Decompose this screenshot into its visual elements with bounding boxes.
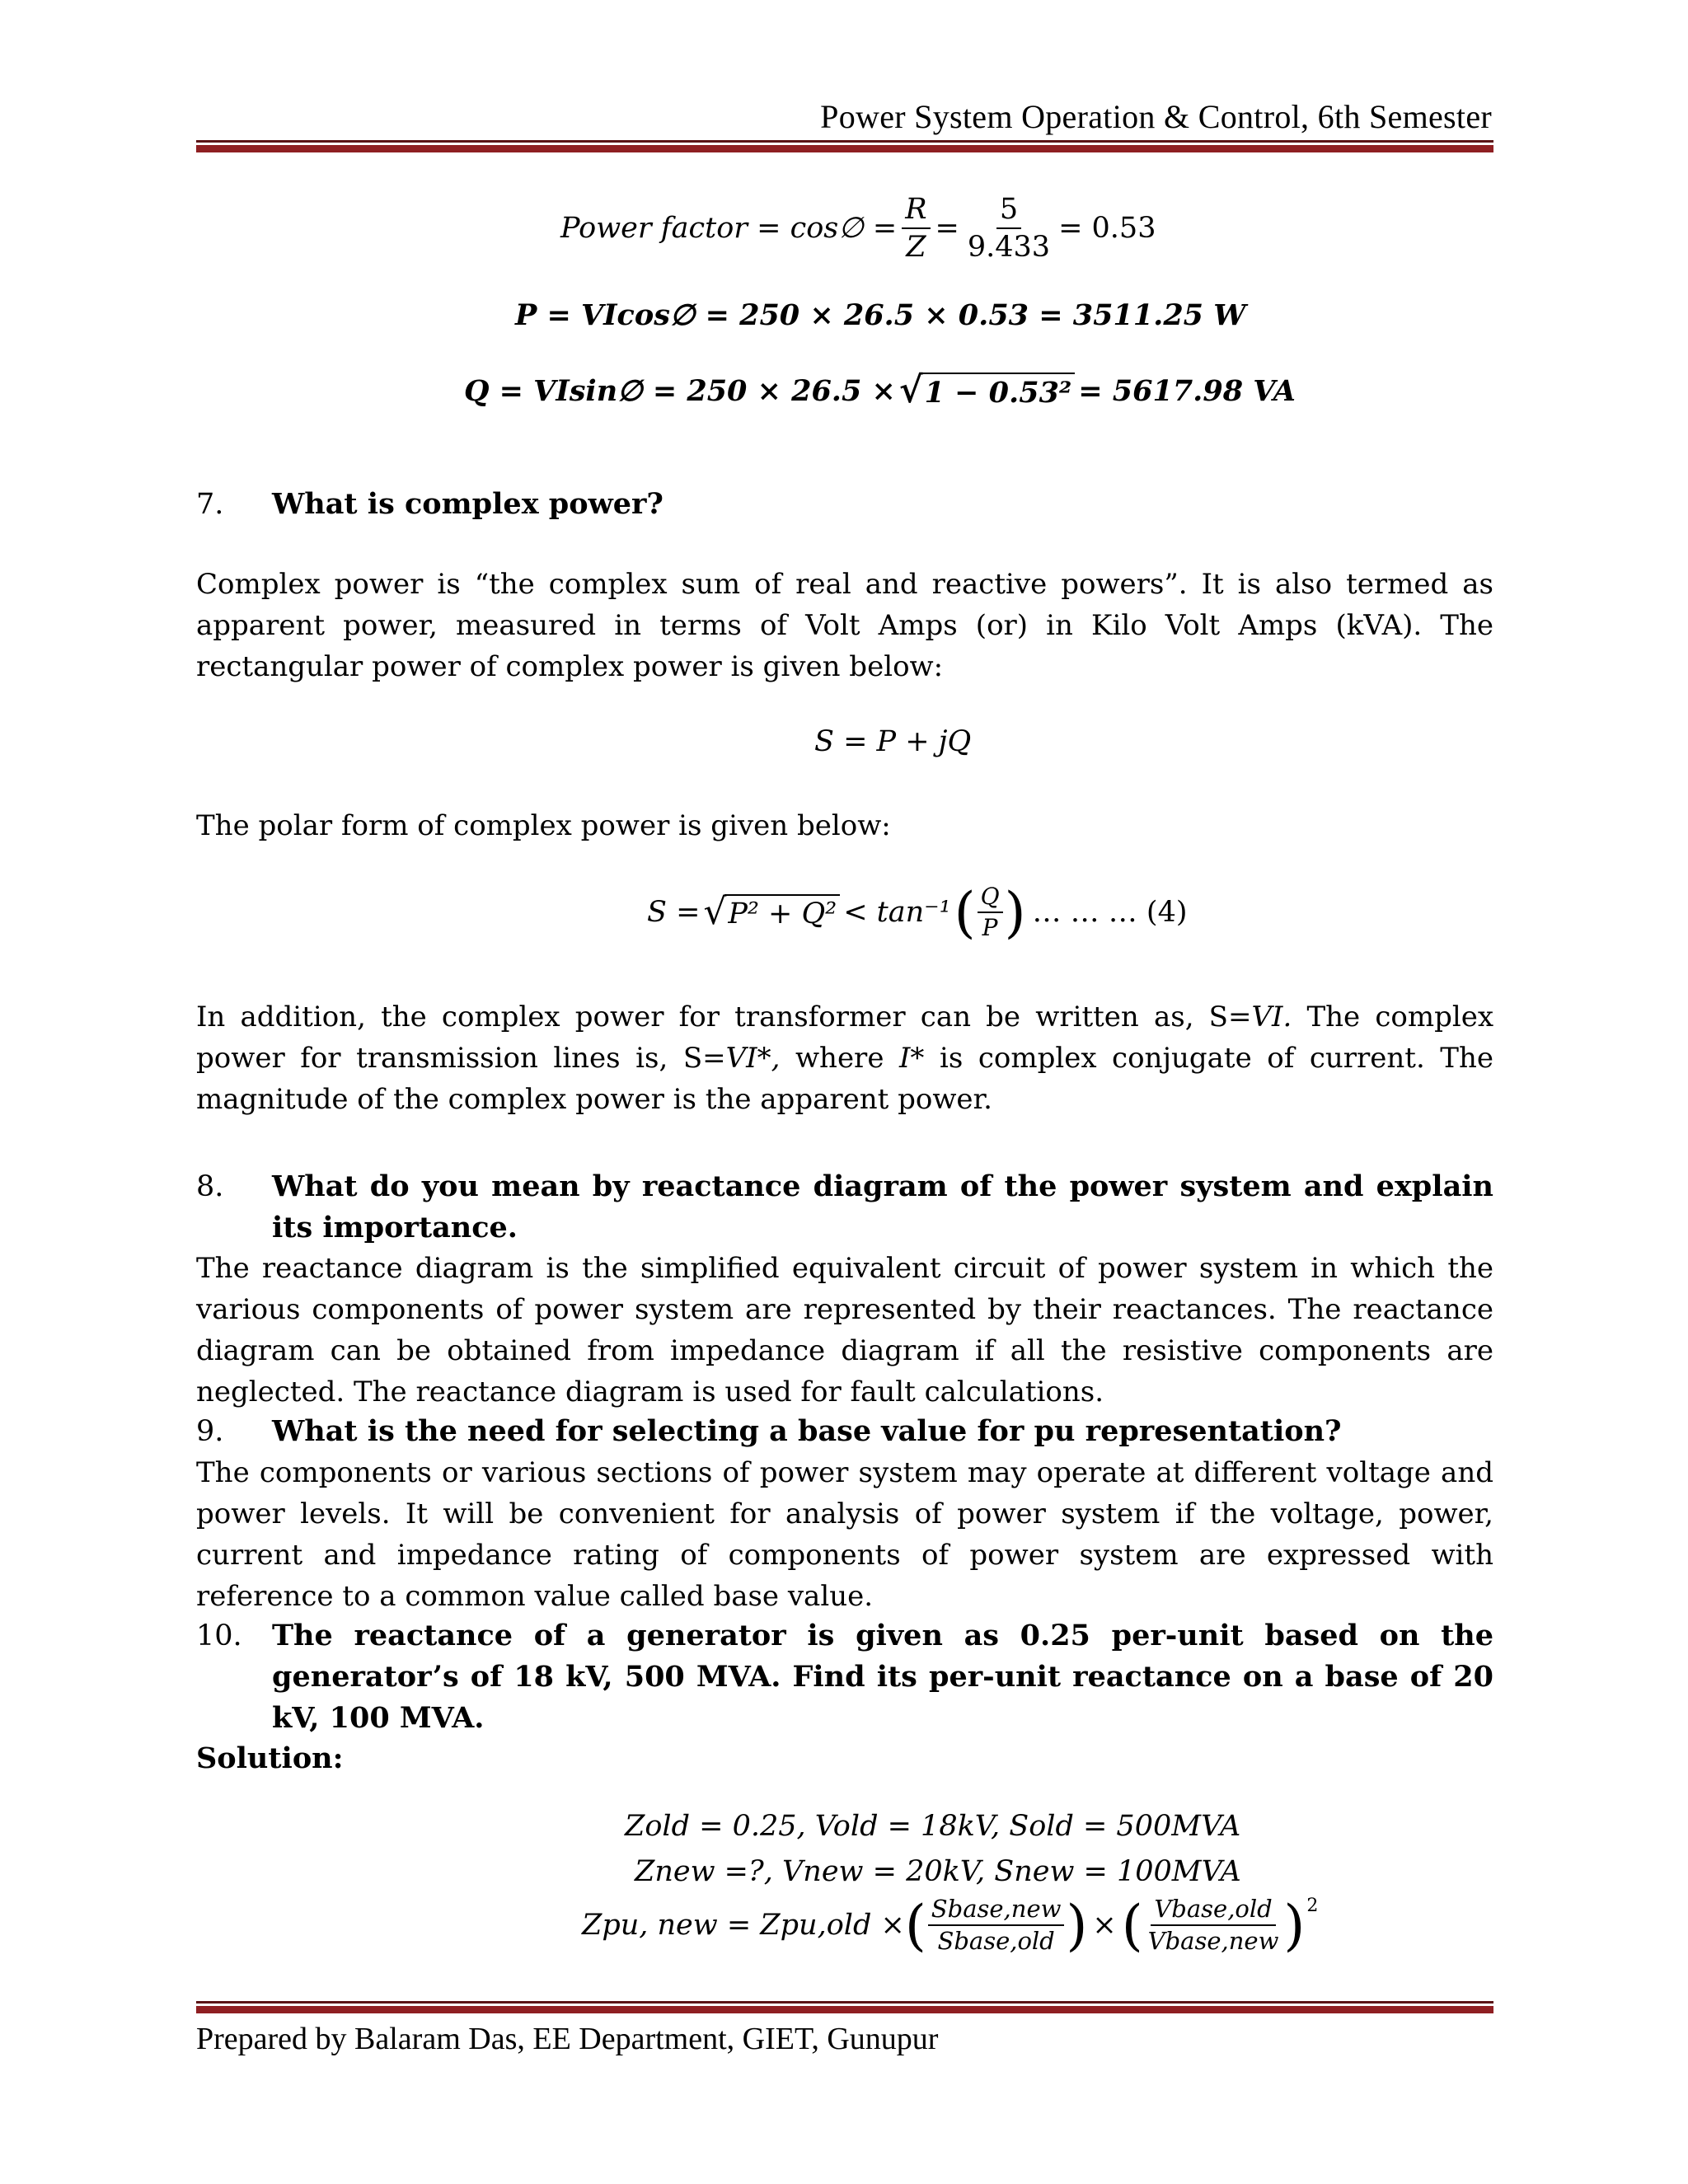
question-9: 9. What is the need for selecting a base value for pu representation? xyxy=(196,1414,1342,1448)
r-over-z-fraction: $\frac{R}{Z}$ xyxy=(902,193,930,265)
paragraph-polar-form: The polar form of complex power is given below: xyxy=(196,809,891,842)
s-ratio-fraction: $\frac{\text{Sbase,new}}{\text{Sbase,old}}$ xyxy=(928,1896,1065,1956)
paragraph-complex-power: Complex power is “the complex sum of real and reactive powers”. It is also termed as apparent power, measured in terms of Volt Amps (or) in Kilo Volt Amps (kVA). The rectangular power of complex power is given below: xyxy=(196,568,1493,683)
header-rule xyxy=(196,140,1493,152)
reactive-power-equation: Q = VIsin∅ = 250 × 26.5 × √ 1 − 0.53² = 5617.98 VA xyxy=(464,369,1296,411)
question-7: 7. What is complex power? xyxy=(196,487,663,521)
question-8: 8. What do you mean by reactance diagram of the power system and explain its importance. xyxy=(196,1169,1493,1244)
paragraph-complex-power-forms: In addition, the complex power for transformer can be written as, S=VI. The complex power for transmission lines is, S=VI*, where I* is complex conjugate of current. The magnitude of the complex power is the apparent power. xyxy=(196,1001,1493,1116)
old-base-values: Zold = 0.25, Vold = 18kV, Sold = 500MVA xyxy=(625,1810,1241,1843)
real-power-equation: P = VIcos∅ = 250 × 26.5 × 0.53 = 3511.25 W xyxy=(515,298,1246,332)
sqrt-symbol: √ 1 − 0.53² xyxy=(899,373,1075,410)
rectangular-form-equation: S = P + jQ xyxy=(814,725,972,758)
footer-text: Prepared by Balaram Das, EE Department, GIET, Gunupur xyxy=(196,2022,939,2056)
question-10: 10. The reactance of a generator is given as 0.25 per-unit based on the generator’s of 18 kV, 500 MVA. Find its per-unit reactance on a base of 20 kV, 100 MVA. xyxy=(196,1619,1493,1735)
power-factor-equation: Power factor = cos∅ = $\frac{R}{Z}$ = $\frac{5}{9.433}$ = 0.53 xyxy=(560,193,1156,265)
sqrt-symbol: √ P² + Q² xyxy=(703,894,840,930)
solution-label: Solution: xyxy=(196,1741,344,1775)
q-over-p-fraction: $\frac{Q}{P}$ xyxy=(978,883,1003,941)
new-base-values: Znew =?, Vnew = 20kV, Snew = 100MVA xyxy=(635,1855,1241,1888)
paragraph-reactance-diagram: The reactance diagram is the simplified equivalent circuit of power system in which the various components of power system are represented by their reactances. The reactance diagram can be obtained from impedance diagram if all the resistive components are neglected. The reactance diagram is used for fault calculations. xyxy=(196,1252,1493,1408)
footer-rule xyxy=(196,2001,1493,2013)
v-ratio-fraction: $\frac{\text{Vbase,old}}{\text{Vbase,new}}$ xyxy=(1147,1895,1279,1956)
paragraph-base-value: The components or various sections of power system may operate at different voltage and power levels. It will be convenient for analysis of power system if the voltage, power, current and impedance rating of components of power system are expressed with reference to a common value called base value. xyxy=(196,1456,1493,1613)
per-unit-conversion-equation: Zpu, new = Zpu,old × ( $\frac{\text{Sbase,new}}{\text{Sbase,old}}$ ) × ( $\frac{\text{Vbase,old}}{\text{Vbase,new}}$ ) 2 xyxy=(582,1893,1319,1958)
polar-form-equation: S = √ P² + Q² < tan⁻¹ ( $\frac{Q}{P}$ ) … … … (4) xyxy=(647,879,1188,944)
header-title: Power System Operation & Control, 6th Semester xyxy=(820,98,1492,135)
five-over-z-fraction: $\frac{5}{9.433}$ xyxy=(967,193,1051,265)
